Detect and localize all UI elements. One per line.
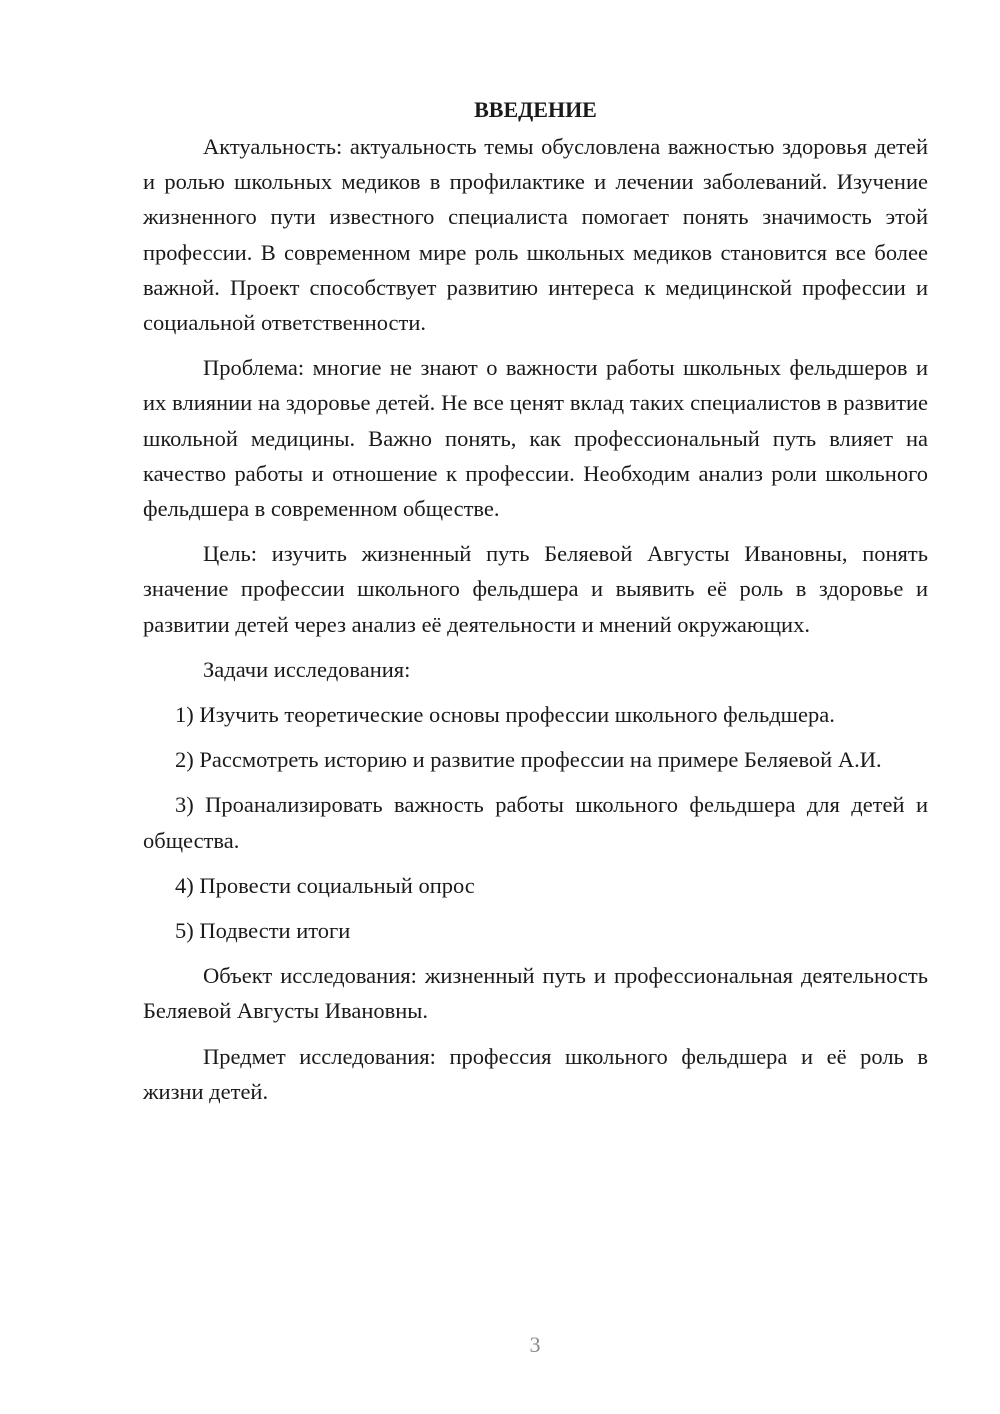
page-number: 3: [529, 1332, 541, 1357]
goal-paragraph: Цель: изучить жизненный путь Беляевой Августы Ивановны, понять значение профессии школьного фельдшера и выявить её роль в здоровье и развитии детей через анализ её деятельности и мнений окружающих.: [143, 541, 928, 637]
task-item: 4) Провести социальный опрос: [175, 872, 475, 898]
subject-paragraph: Предмет исследования: профессия школьного фельдшера и её роль в жизни детей.: [143, 1043, 928, 1104]
tasks-heading: Задачи исследования:: [203, 656, 411, 682]
relevance-paragraph: Актуальность: актуальность темы обусловлена важностью здоровья детей и ролью школьных медиков в профилактике и лечении заболеваний. Изучение жизненного пути известного специалиста помогает понять значимость этой профессии. В современном мире роль школьных медиков становится все более важной. Проект способствует развитию интереса к медицинской профессии и социальной ответственности.: [143, 134, 928, 336]
task-item: 3) Проанализировать важность работы школьного фельдшера для детей и общества.: [143, 792, 928, 853]
tasks-list: [143, 697, 928, 948]
object-paragraph: Объект исследования: жизненный путь и профессиональная деятельность Беляевой Августы Ивановны.: [143, 963, 928, 1024]
problem-paragraph: Проблема: многие не знают о важности работы школьных фельдшеров и их влиянии на здоровье детей. Не все ценят вклад таких специалистов в развитие школьной медицины. Важно понять, как профессиональный путь влияет на качество работы и отношение к профессии. Необходим анализ роли школьного фельдшера в современном обществе.: [143, 355, 928, 522]
document-page: [143, 92, 928, 1119]
task-item: 1) Изучить теоретические основы профессии школьного фельдшера.: [175, 702, 835, 728]
task-item: 5) Подвести итоги: [175, 918, 351, 944]
task-item: 2) Рассмотреть историю и развитие профессии на примере Беляевой А.И.: [175, 747, 882, 773]
page-title: ВВЕДЕНИЕ: [474, 97, 597, 122]
